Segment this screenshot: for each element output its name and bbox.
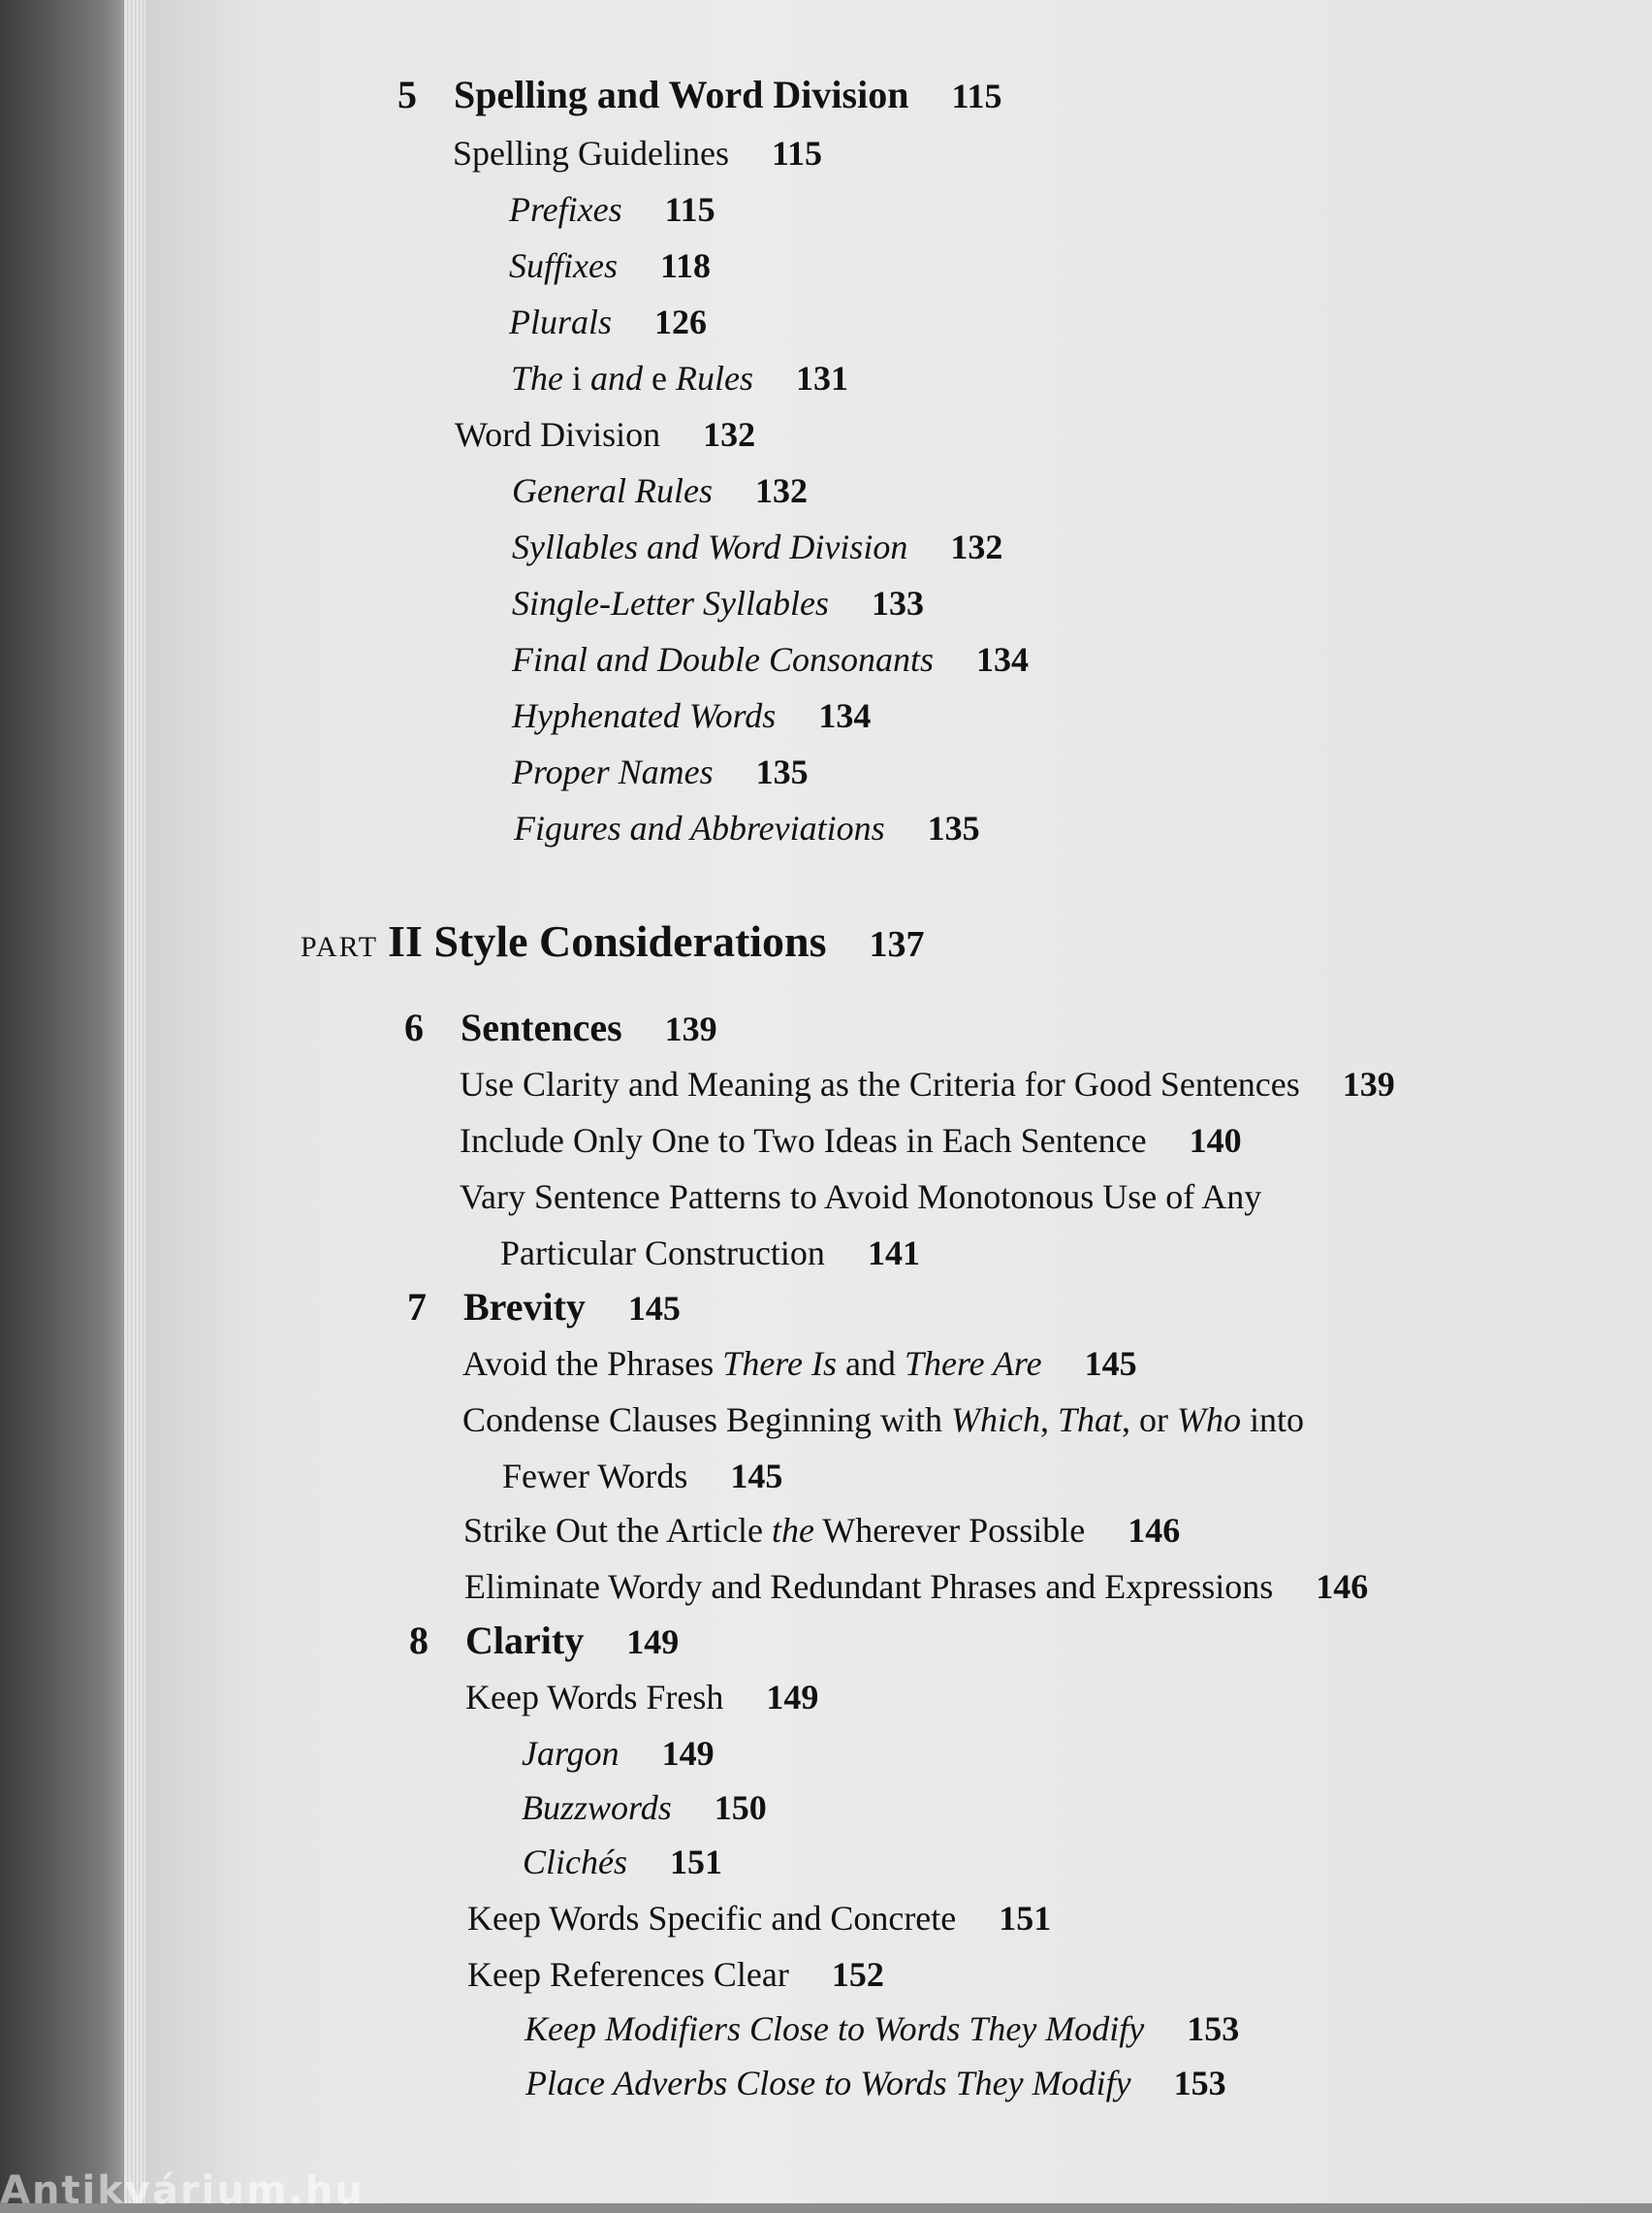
entry-title-part: , bbox=[1039, 1400, 1058, 1439]
entry-title-part: e bbox=[651, 359, 667, 398]
page-number: 151 bbox=[669, 1843, 722, 1881]
entry-title: Syllables and Word Division bbox=[512, 528, 908, 566]
page-number: 132 bbox=[754, 471, 808, 510]
entry-title: Spelling Guidelines bbox=[453, 134, 729, 173]
chapter-number: 8 bbox=[409, 1619, 429, 1662]
page-number: 149 bbox=[626, 1622, 680, 1661]
page-number: 141 bbox=[867, 1234, 920, 1272]
part-2-entry[interactable] bbox=[301, 915, 925, 974]
page-number: 146 bbox=[1316, 1567, 1369, 1606]
page-number: 115 bbox=[771, 134, 822, 173]
entry-title-part: The bbox=[511, 359, 572, 398]
chapter-number: 5 bbox=[397, 73, 417, 116]
entry-title-part: That bbox=[1057, 1400, 1122, 1439]
entry-title-part: , or bbox=[1121, 1400, 1177, 1439]
page-number: 153 bbox=[1187, 2009, 1240, 2048]
chapter-title: Brevity bbox=[463, 1285, 586, 1329]
chapter-7-entry[interactable] bbox=[407, 1286, 681, 1330]
toc-entry-condense-clauses-line1[interactable] bbox=[462, 1398, 1304, 1441]
entry-title: Keep References Clear bbox=[467, 1955, 789, 1994]
entry-title: Figures and Abbreviations bbox=[514, 809, 885, 848]
entry-title-part: Wherever Possible bbox=[813, 1511, 1086, 1550]
page-number: 152 bbox=[831, 1955, 884, 1994]
toc-entry-figures-abbreviations[interactable] bbox=[514, 807, 980, 850]
toc-entry-suffixes[interactable] bbox=[509, 244, 711, 287]
page-number: 140 bbox=[1189, 1121, 1242, 1160]
entry-title-part: There Are bbox=[904, 1344, 1042, 1383]
entry-title-part: Avoid the Phrases bbox=[462, 1344, 723, 1383]
toc-entry-include-only[interactable] bbox=[460, 1119, 1242, 1162]
page-number: 145 bbox=[730, 1457, 783, 1495]
entry-title-part: i bbox=[572, 359, 583, 398]
watermark: Antikvárium.hu bbox=[0, 2168, 365, 2213]
toc-entry-general-rules[interactable] bbox=[512, 469, 808, 512]
entry-title-part: into bbox=[1240, 1400, 1304, 1439]
page-number: 115 bbox=[951, 77, 1002, 115]
chapter-number: 7 bbox=[407, 1285, 427, 1329]
entry-title: Suffixes bbox=[509, 246, 618, 285]
page-number: 146 bbox=[1128, 1511, 1181, 1550]
chapter-5-entry[interactable] bbox=[397, 74, 1001, 117]
toc-entry-vary-sentence-line2[interactable] bbox=[500, 1232, 920, 1274]
entry-title: Keep Words Fresh bbox=[465, 1678, 724, 1716]
toc-entry-strike-out-article[interactable] bbox=[463, 1509, 1180, 1552]
toc-entry-i-and-e-rules[interactable] bbox=[511, 357, 848, 400]
page-number: 118 bbox=[659, 246, 711, 285]
page-number: 115 bbox=[664, 190, 715, 229]
toc-entry-final-double-consonants[interactable] bbox=[512, 638, 1029, 681]
entry-title: Hyphenated Words bbox=[512, 696, 777, 735]
entry-title: Place Adverbs Close to Words They Modify bbox=[525, 2064, 1131, 2102]
entry-title: Fewer Words bbox=[502, 1457, 688, 1495]
toc-entry-specific-concrete[interactable] bbox=[467, 1897, 1051, 1940]
entry-title-part: Which bbox=[950, 1400, 1040, 1439]
page-number: 134 bbox=[818, 696, 872, 735]
entry-title: Vary Sentence Patterns to Avoid Monotonous Use of Any bbox=[460, 1177, 1262, 1216]
entry-title: Include Only One to Two Ideas in Each Sentence bbox=[460, 1121, 1147, 1160]
entry-title-part: and bbox=[836, 1344, 905, 1383]
entry-title: Keep Words Specific and Concrete bbox=[467, 1899, 957, 1938]
entry-title-part: and bbox=[582, 359, 652, 398]
page-number: 139 bbox=[664, 1010, 717, 1048]
toc-entry-use-clarity[interactable] bbox=[460, 1063, 1395, 1106]
toc-entry-eliminate-wordy[interactable] bbox=[464, 1565, 1368, 1608]
toc-entry-word-division[interactable] bbox=[455, 413, 755, 456]
page-number: 145 bbox=[1084, 1344, 1137, 1383]
toc-entry-jargon[interactable] bbox=[522, 1732, 715, 1775]
part-title: Style Considerations bbox=[433, 916, 827, 966]
chapter-title: Sentences bbox=[461, 1006, 622, 1049]
page-number: 131 bbox=[795, 359, 848, 398]
page-number: 149 bbox=[661, 1734, 715, 1773]
page-number: 132 bbox=[950, 528, 1003, 566]
toc-entry-plurals[interactable] bbox=[509, 301, 707, 343]
toc-entry-hyphenated-words[interactable] bbox=[512, 694, 871, 737]
toc-entry-keep-words-fresh[interactable] bbox=[465, 1676, 818, 1718]
entry-title: Particular Construction bbox=[500, 1234, 825, 1272]
toc-entry-cliches[interactable] bbox=[523, 1841, 722, 1883]
chapter-title: Spelling and Word Division bbox=[454, 73, 909, 116]
toc-entry-modifiers-close[interactable] bbox=[524, 2007, 1239, 2050]
entry-title: Single-Letter Syllables bbox=[512, 584, 829, 623]
toc-entry-spelling-guidelines[interactable] bbox=[453, 132, 822, 175]
entry-title: Plurals bbox=[509, 303, 613, 341]
toc-entry-single-letter-syllables[interactable] bbox=[512, 582, 924, 625]
entry-title-part: the bbox=[771, 1511, 814, 1550]
entry-title: Keep Modifiers Close to Words They Modify bbox=[524, 2009, 1145, 2048]
page-number: 145 bbox=[627, 1289, 681, 1328]
toc-entry-adverbs-close[interactable] bbox=[525, 2062, 1226, 2104]
toc-entry-proper-names[interactable] bbox=[512, 751, 809, 793]
entry-title: Eliminate Wordy and Redundant Phrases and Expressions bbox=[464, 1567, 1274, 1606]
entry-title-part: There Is bbox=[722, 1344, 837, 1383]
entry-title: Clichés bbox=[523, 1843, 627, 1881]
part-label: PART bbox=[301, 931, 379, 963]
page-number: 151 bbox=[999, 1899, 1052, 1938]
toc-entry-references-clear[interactable] bbox=[467, 1953, 884, 1996]
entry-title: Proper Names bbox=[512, 753, 714, 791]
page-number: 135 bbox=[755, 753, 809, 791]
entry-title: General Rules bbox=[512, 471, 713, 510]
chapter-8-entry[interactable] bbox=[409, 1620, 679, 1663]
toc-entry-vary-sentence-line1[interactable] bbox=[460, 1175, 1261, 1218]
entry-title: Jargon bbox=[522, 1734, 620, 1773]
entry-title-part: Condense Clauses Beginning with bbox=[462, 1400, 951, 1439]
entry-title-part: Who bbox=[1176, 1400, 1241, 1439]
entry-title: Buzzwords bbox=[522, 1788, 672, 1827]
page-number: 153 bbox=[1173, 2064, 1226, 2102]
chapter-6-entry[interactable] bbox=[404, 1007, 717, 1050]
toc-entry-avoid-phrases[interactable] bbox=[462, 1342, 1137, 1385]
page-number: 132 bbox=[703, 415, 756, 454]
entry-title-part: Strike Out the Article bbox=[463, 1511, 772, 1550]
page-number: 133 bbox=[871, 584, 924, 623]
entry-title: Final and Double Consonants bbox=[512, 640, 935, 679]
page-number: 149 bbox=[766, 1678, 819, 1716]
chapter-number: 6 bbox=[404, 1006, 424, 1049]
toc-entry-prefixes[interactable] bbox=[509, 188, 715, 231]
entry-title: Word Division bbox=[455, 415, 661, 454]
page-number: 126 bbox=[654, 303, 708, 341]
page-number: 137 bbox=[869, 924, 925, 965]
page-number: 135 bbox=[927, 809, 980, 848]
page-number: 134 bbox=[976, 640, 1030, 679]
chapter-title: Clarity bbox=[465, 1619, 585, 1662]
toc-entry-buzzwords[interactable] bbox=[522, 1786, 767, 1829]
toc-entry-condense-clauses-line2[interactable] bbox=[502, 1455, 782, 1497]
entry-title: Prefixes bbox=[509, 190, 622, 229]
entry-title: Use Clarity and Meaning as the Criteria for Good Sentences bbox=[460, 1065, 1300, 1104]
entry-title-part: Rules bbox=[667, 359, 753, 398]
part-number: II bbox=[388, 916, 423, 966]
page-number: 150 bbox=[714, 1788, 767, 1827]
page-number: 139 bbox=[1342, 1065, 1395, 1104]
toc-entry-syllables[interactable] bbox=[512, 526, 1002, 568]
